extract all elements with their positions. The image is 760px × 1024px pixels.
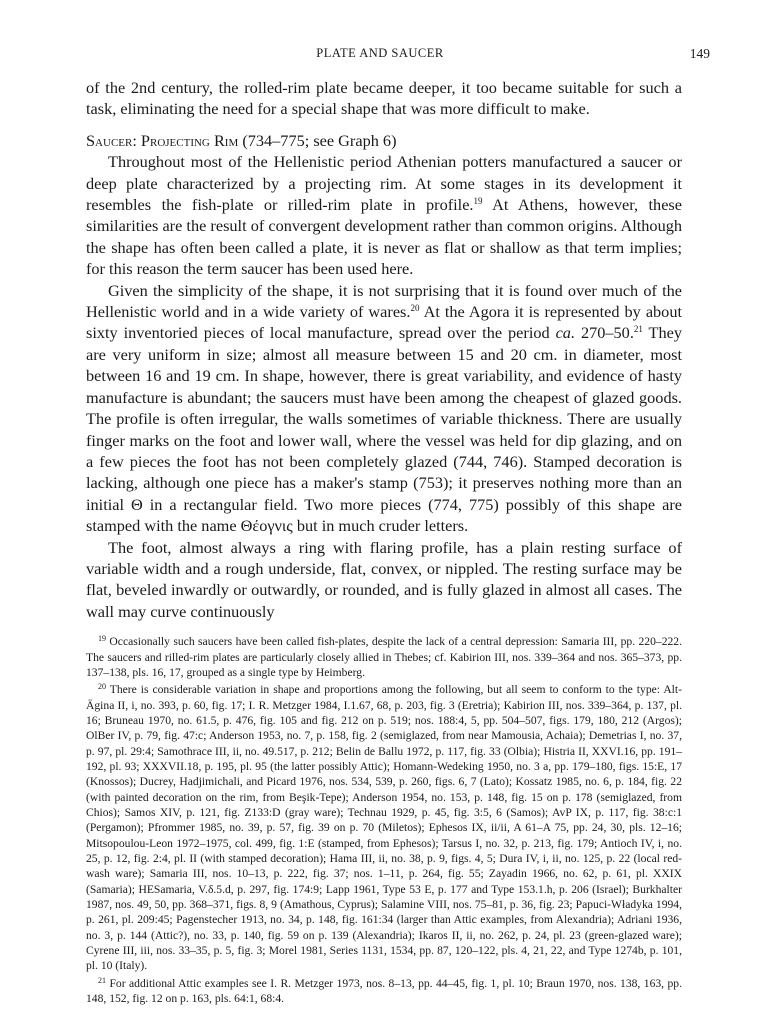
p2-text-a: Given the simplicity of the shape, it is not surprising that it is found over much of the Hellenistic world and in a wide variety of wares. bbox=[86, 280, 682, 322]
page-number: 149 bbox=[689, 46, 710, 61]
footnote-ref-21[interactable]: 21 bbox=[633, 324, 643, 335]
footnote-number: 20 bbox=[98, 682, 106, 692]
footnote-text: For additional Attic examples see I. R. Metzger 1973, nos. 8–13, pp. 44–45, fig. 1, pl. 10; Braun 1970, nos. 138, 163, pp. 148, 152, fig. 12 on p. 163, pls. 64:1, 68:4. bbox=[86, 976, 682, 1006]
p1-text-b: At Athens, however, these similarities are the result of convergent development rather than common origins. Although the shape has often been called a plate, it is never as flat or shallow as that term implies; for this reason the term saucer has been used here. bbox=[86, 195, 682, 279]
p2-text-b: At the Agora it is represented by about sixty inventoried pieces of local manufacture, spread over the period bbox=[86, 302, 682, 343]
section-heading-title: Saucer: Projecting Rim bbox=[86, 130, 239, 150]
footnote-number: 19 bbox=[98, 634, 106, 644]
opening-paragraph: of the 2nd century, the rolled-rim plate became deeper, it too became suitable for such a task, eliminating the need for a special shape that was more difficult to make. bbox=[86, 78, 682, 119]
p1-text-a: Throughout most of the Hellenistic period Athenian potters manufactured a saucer or deep plate characterized by a projecting rim. At some stages in its development it resembles the fish-plate or rilled-rim plate in profile. bbox=[86, 152, 682, 215]
footnote-number: 21 bbox=[98, 975, 106, 985]
page-header bbox=[0, 46, 760, 66]
section-heading bbox=[86, 130, 682, 151]
body-paragraph-2 bbox=[86, 280, 682, 537]
footnote-19 bbox=[86, 634, 682, 680]
footnote-ref-20[interactable]: 20 bbox=[410, 303, 420, 314]
p2-ca: ca. bbox=[555, 323, 576, 343]
p2-text-c: 270–50. bbox=[575, 323, 634, 343]
footnote-ref-19[interactable]: 19 bbox=[473, 196, 483, 207]
footnote-text: There is considerable variation in shape and proportions among the following, but all seem to conform to the type: Alt-Ägina II, i, no. 393, p. 60, fig. 17; I. R. Metzger 1984, I.1.67, 68, p. 203, fig. 3 (Eretria); Kabirion III, nos. 339–364, p. 137, pl. 16; Bruneau 1970, no. 61.5, p. 476, fig. 105 and fig. 212 on p. 519; nos. 188:4, 5, pp. 504–507, figs. 179, 180, 212 (Argos); OlBer IV, p. 79, fig. 47:c; Anderson 1953, no. 7, p. 158, fig. 2 (semiglazed, from near Mamousia, Achaia); Demetrias I, no. 37, p. 97, pl. 29:4; Samothrace III, ii, no. 49.517, p. 212; Belin de Ballu 1972, p. 117, fig. 33 (Olbia); Histria II, XXVI.16, pp. 191–192, pl. 93; XXXVII.18, p. 195, pl. 95 (the latter possibly Attic); Homann-Wedeking 1950, no. 3 a, pp. 179–180, figs. 15:E, 17 (Knossos); Ducrey, Hadjimichali, and Picard 1976, nos. 534, 539, p. 260, figs. 6, 7 (Lato); Kossatz 1985, no. 6, p. 184, fig. 22 (with painted decoration on the rim, from Beşik-Tepe); Anderson 1954, no. 153, p. 148, fig. 15 on p. 178 (semiglazed, from Chios); Samos XIV, p. 121, fig. Z133:D (gray ware); Technau 1929, p. 45, fig. 3:5, 6 (Samos); AvP IX, p. 117, fig. 38:c:1 (Pergamon); Pfrommer 1985, no. 39, p. 57, fig. 39 on p. 70 (Miletos); Ephesos IX, ii/ii, A 61–A 75, pp. 24, 30, pls. 12–16; Mitsopoulou-Leon 1972–1975, col. 499, fig. 1:E (stamped, from Ephesos); Tarsus I, no. 32, p. 213, fig. 179; Antioch IV, i, no. 25, p. 12, fig. 2:4, pl. II (with stamped decoration); Hama III, ii, no. 38, p. 9, figs. 4, 5; Dura IV, i, ii, no. 125, p. 22 (local red-wash ware); Samaria III, nos. 10–13, p. 222, fig. 37; nos. 1–11, p. 264, fig. 55; Zayadin 1966, no. 62, p. 61, pl. XXIX (Samaria); HESamaria, V.δ.5.d, p. 297, fig. 174:9; Lapp 1961, Type 53 E, p. 177 and Type 153.1.h, p. 206 (Israel); Burkhalter 1987, nos. 49, 50, pp. 368–371, figs. 8, 9 (Amathous, Cyprus); Salamine VIII, nos. 75–81, p. 36, fig. 23; Papuci-Władyka 1994, p. 261, pl. 209:45; Pagenstecher 1913, no. 34, p. 148, fig. 161:34 (larger than Attic examples, from Alexandria); Adriani 1936, no. 3, p. 144 (Attic?), no. 33, p. 140, fig. 59 on p. 139 (Alexandria); Ikaros II, ii, no. 262, p. 24, pl. 23 (green-glazed ware); Cyrene III, iii, nos. 33–35, p. 5, fig. 3; Morel 1981, Series 1131, 1534, pp. 87, 120–122, pls. 4, 21, 22, and Type 1274b, p. 101, pl. 10 (Italy). bbox=[86, 683, 682, 973]
section-heading-suffix: (734–775; see Graph 6) bbox=[238, 130, 397, 150]
footnote-21 bbox=[86, 976, 682, 1007]
running-title: PLATE AND SAUCER bbox=[316, 46, 444, 60]
page-body bbox=[86, 77, 682, 1008]
footnote-20 bbox=[86, 682, 682, 974]
body-paragraph-3: The foot, almost always a ring with flaring profile, has a plain resting surface of variable width and a rough underside, flat, convex, or nippled. The resting surface may be flat, beveled inwardly or outwardly, or rounded, and is fully glazed in almost all cases. The wall may curve continuously bbox=[86, 537, 682, 621]
footnote-text: Occasionally such saucers have been called fish-plates, despite the lack of a central depression: Samaria III, pp. 220–222. The saucers and rilled-rim plates are particularly closely allied in Thebes; cf. Kabirion III, nos. 339–364 and nos. 365–373, pp. 137–138, pls. 16, 17, grouped as a single type by Heimberg. bbox=[86, 635, 682, 679]
footnotes bbox=[86, 634, 682, 1006]
body-paragraph-1 bbox=[86, 151, 682, 279]
p2-text-d: They are very uniform in size; almost all measure between 15 and 20 cm. in diameter, most between 16 and 19 cm. In shape, however, there is great variability, and evidence of hasty manufacture is abundant; the saucers must have been among the cheapest of glazed goods. The profile is often irregular, the walls sometimes of variable thickness. There are usually finger marks on the foot and lower wall, where the vessel was held for dip glazing, and on a few pieces the foot has not been completely glazed (744, 746). Stamped decoration is lacking, although one piece has a maker's stamp (753); it preserves nothing more than an initial Θ in a rectangular field. Two more pieces (774, 775) possibly of this shape are stamped with the name Θέογνις but in much cruder letters. bbox=[86, 323, 683, 536]
